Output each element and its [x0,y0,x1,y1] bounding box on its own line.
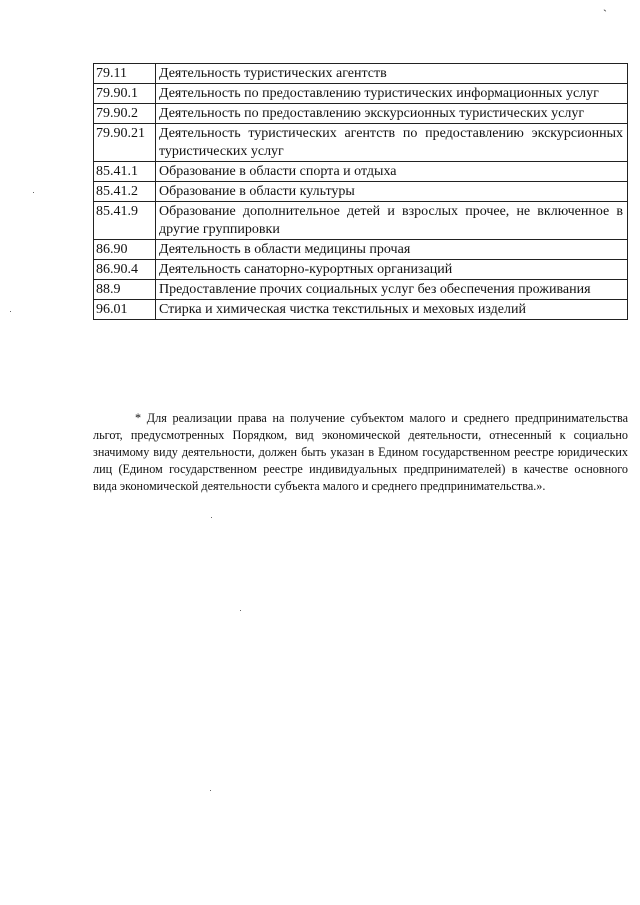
table-row [94,104,628,124]
table-row [94,84,628,104]
scan-speck [33,192,34,193]
table-row [94,280,628,300]
activity-description: Деятельность по предоставлению туристических информационных услуг [156,84,628,104]
table-row [94,162,628,182]
scan-speck [210,790,211,791]
activity-code: 79.90.1 [94,84,156,104]
activity-code: 96.01 [94,300,156,320]
table-row [94,64,628,84]
activity-description: Образование в области спорта и отдыха [156,162,628,182]
activity-description: Образование в области культуры [156,182,628,202]
activity-code: 79.90.2 [94,104,156,124]
table-row [94,300,628,320]
activity-description: Деятельность санаторно-курортных организаций [156,260,628,280]
table-row [94,202,628,240]
scan-speck [240,610,241,611]
scan-speck [10,311,11,312]
activity-code: 85.41.1 [94,162,156,182]
activity-description: Образование дополнительное детей и взрослых прочее, не включенное в другие группировки [156,202,628,240]
activity-description: Стирка и химическая чистка текстильных и меховых изделий [156,300,628,320]
scan-mark: ` [603,7,607,21]
activity-description: Предоставление прочих социальных услуг без обеспечения проживания [156,280,628,300]
activity-description: Деятельность в области медицины прочая [156,240,628,260]
activity-description: Деятельность туристических агентств [156,64,628,84]
activity-code: 88.9 [94,280,156,300]
activity-code: 86.90 [94,240,156,260]
scan-speck [211,517,212,518]
table-row [94,182,628,202]
table-row [94,124,628,162]
footnote: * Для реализации права на получение субъектом малого и среднего предпринимательства льгот, предусмотренных Порядком, вид экономической деятельности, отнесенный к социально значимому виду деятельности, должен быть указан в Едином государственном реестре юридических лиц (Едином государственном реестре индивидуальных предпринимателей) в качестве основного вида экономической деятельности субъекта малого и среднего предпринимательства.». [93,411,628,494]
activity-code: 79.11 [94,64,156,84]
activity-code: 79.90.21 [94,124,156,162]
table-row [94,260,628,280]
activity-code: 86.90.4 [94,260,156,280]
activity-code: 85.41.2 [94,182,156,202]
table-body [94,64,628,320]
activity-code: 85.41.9 [94,202,156,240]
table-row [94,240,628,260]
activity-codes-table [93,63,628,320]
activity-description: Деятельность туристических агентств по предоставлению экскурсионных туристических услуг [156,124,628,162]
activity-description: Деятельность по предоставлению экскурсионных туристических услуг [156,104,628,124]
